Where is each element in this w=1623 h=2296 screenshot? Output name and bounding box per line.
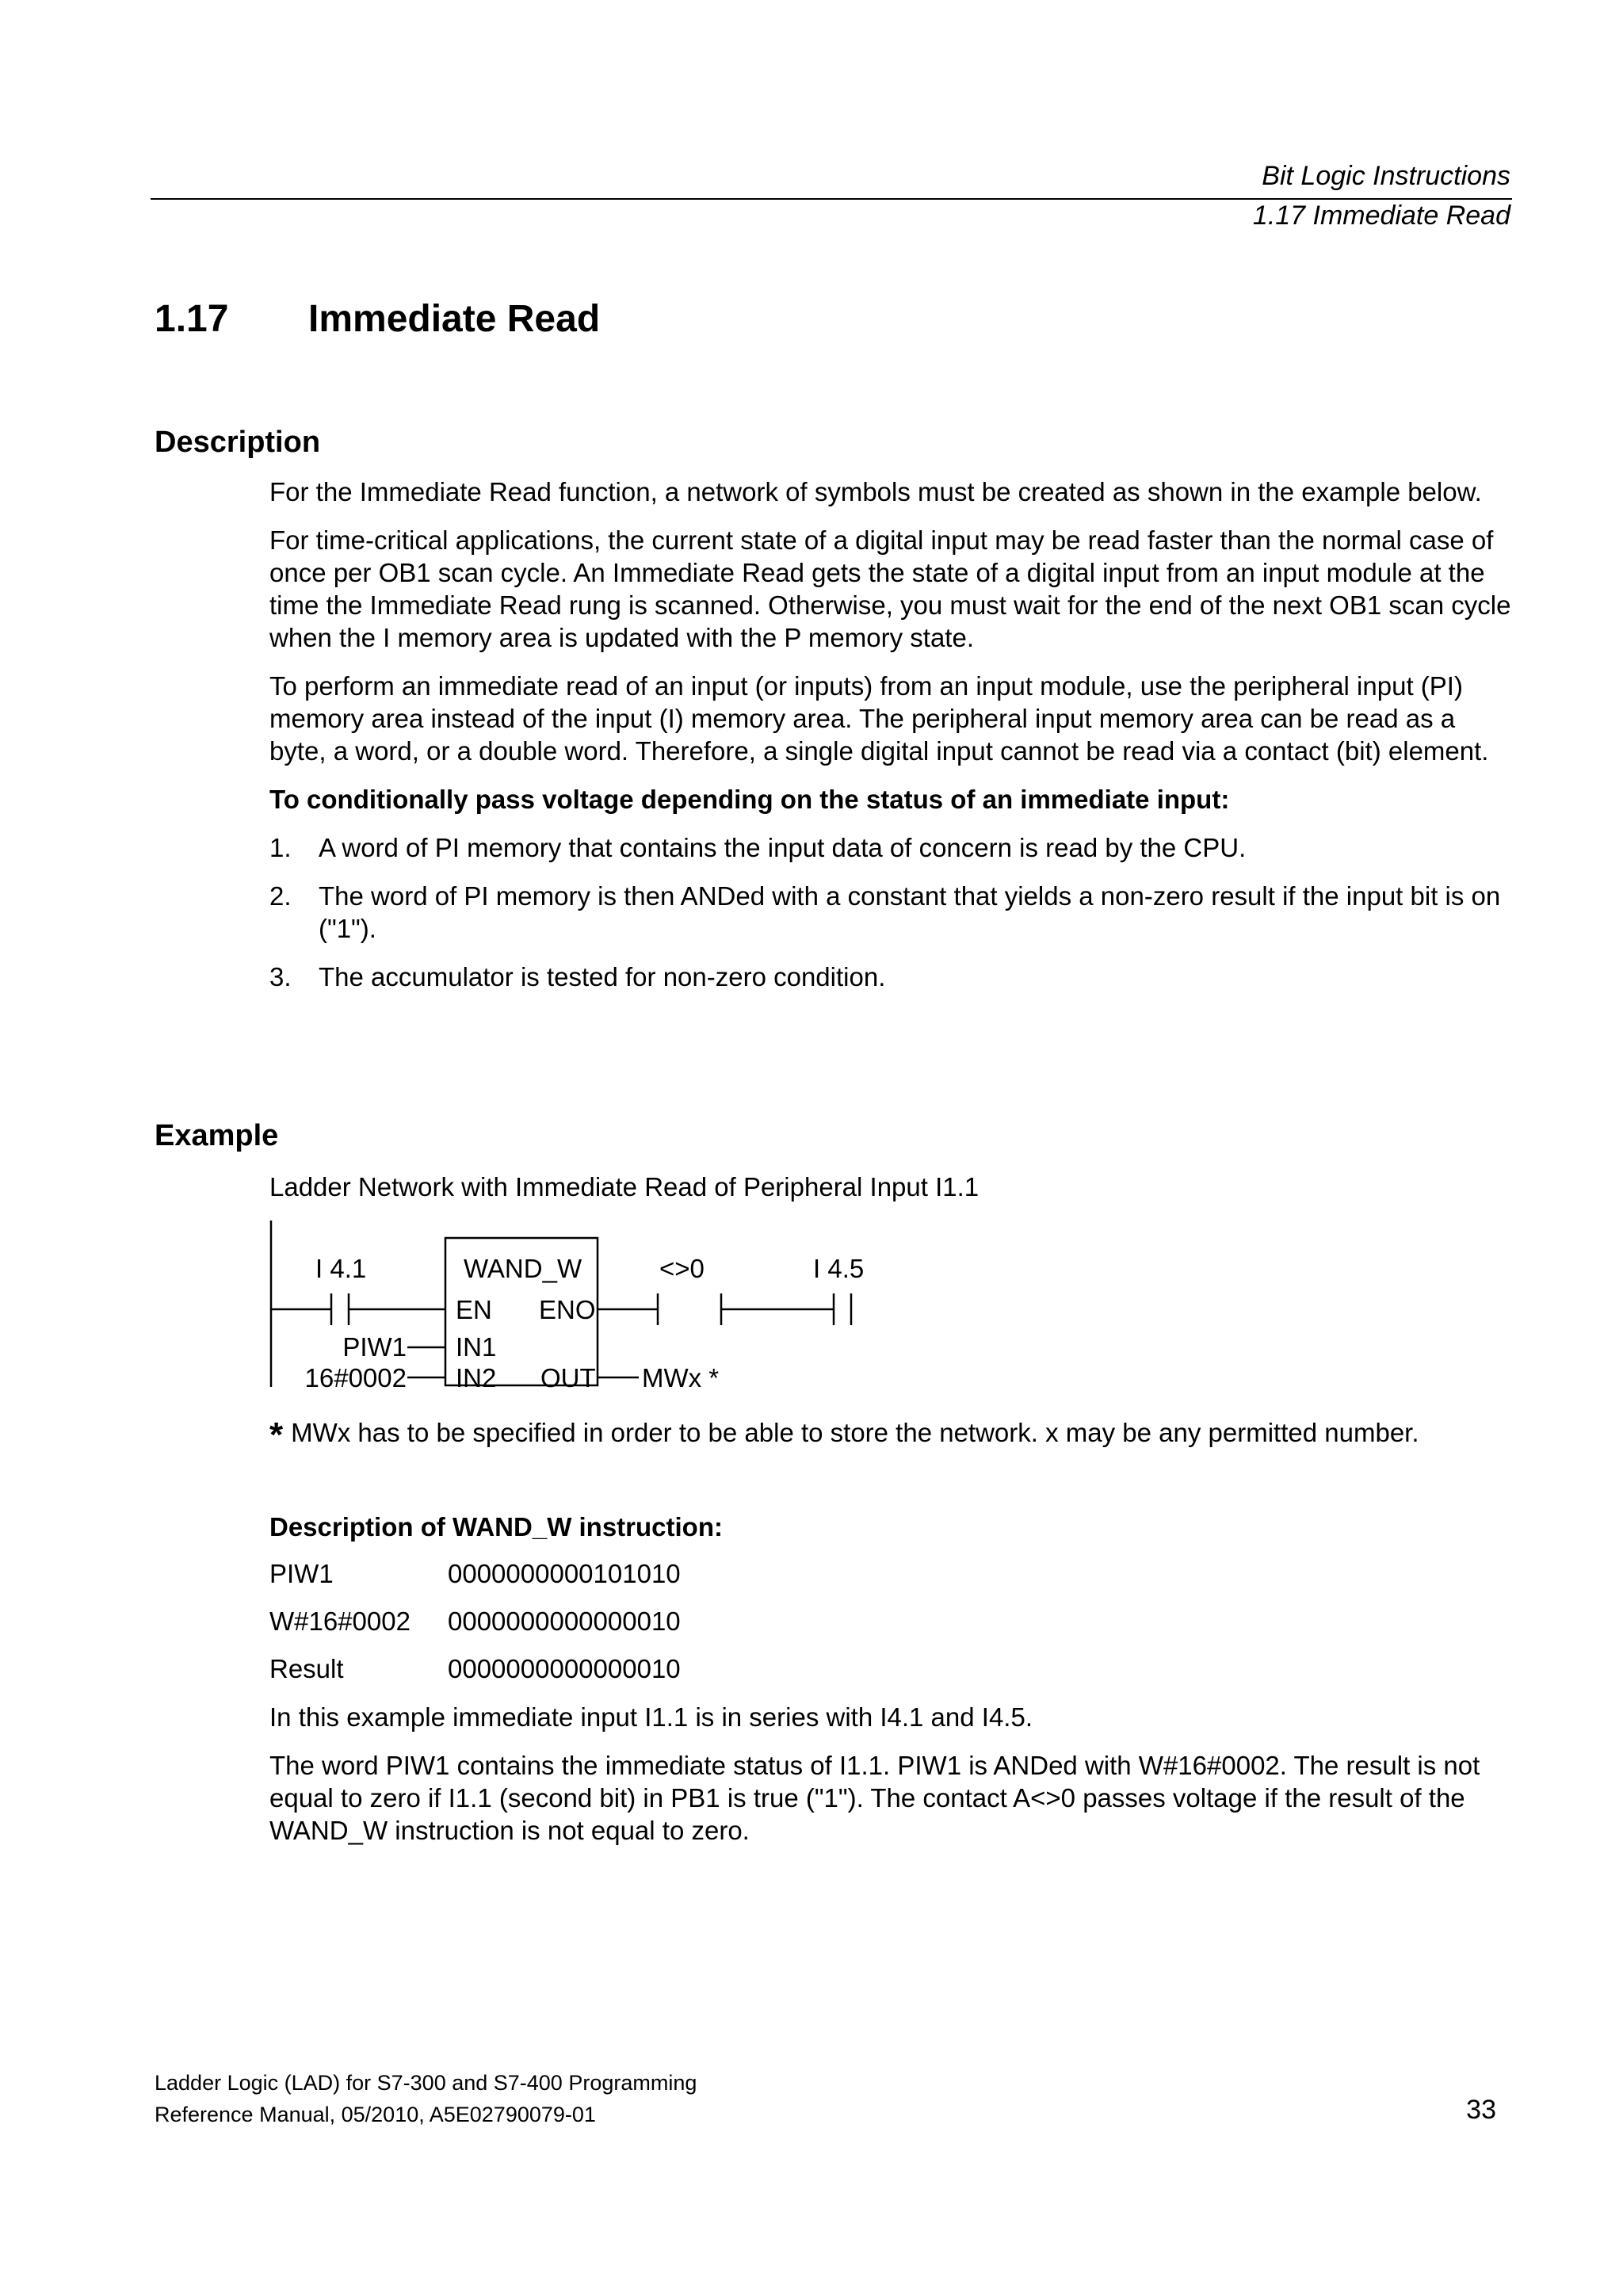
footer-reference: Reference Manual, 05/2010, A5E02790079-01 <box>155 2103 596 2126</box>
running-header-section: 1.17 Immediate Read <box>1252 201 1510 231</box>
description-paragraph: For the Immediate Read function, a network of symbols must be created as shown in the example below. <box>269 477 1482 506</box>
footnote-marker: * <box>269 1415 284 1454</box>
bit-value: 0000000000101010 <box>448 1559 681 1588</box>
example-heading: Example <box>155 1119 279 1152</box>
section-number: 1.17 <box>155 298 229 340</box>
ladder-diagram <box>262 1221 911 1395</box>
contact-i45-label: I 4.5 <box>813 1254 865 1283</box>
procedure-steps <box>269 831 1514 993</box>
page-number: 33 <box>1466 2095 1496 2125</box>
example-paragraph: The word PIW1 contains the immediate status of I1.1. PIW1 is ANDed with W#16#0002. The result is not equal to zero if I1.1 (second bit) in PB1 is true ("1"). The contact A<>0 passes voltage if the result of the WAND_W instruction is not equal to zero. <box>269 1751 1480 1845</box>
example-paragraph: In this example immediate input I1.1 is in series with I4.1 and I4.5. <box>269 1702 1033 1732</box>
bit-table <box>269 1557 1514 1685</box>
bit-label: Result <box>269 1654 344 1683</box>
example-caption: Ladder Network with Immediate Read of Peripheral Input I1.1 <box>269 1172 980 1201</box>
wand-heading: Description of WAND_W instruction: <box>269 1512 723 1541</box>
running-header-chapter: Bit Logic Instructions <box>1262 161 1510 191</box>
bit-label: PIW1 <box>269 1559 334 1588</box>
description-body <box>269 476 1514 1009</box>
bit-label: W#16#0002 <box>269 1606 411 1636</box>
procedure-heading: To conditionally pass voltage depending on the status of an immediate input: <box>269 785 1230 814</box>
description-heading: Description <box>155 426 321 459</box>
box-en: EN <box>456 1295 492 1324</box>
in1-operand: PIW1 <box>342 1332 407 1362</box>
box-eno: ENO <box>539 1295 596 1324</box>
description-paragraph: To perform an immediate read of an input (or inputs) from an input module, use the peripheral input (PI) memory area instead of the input (I) memory area. The peripheral input memory area can be read as a byte, a word, or a double word. Therefore, a single digital input cannot be read via a contact (bit) element. <box>269 671 1489 766</box>
compare-label: <>0 <box>659 1254 705 1283</box>
box-name: WAND_W <box>464 1254 582 1283</box>
list-item: 3. The accumulator is tested for non-zero condition. <box>269 962 886 991</box>
footnote <box>269 1411 1419 1454</box>
list-item: 1. A word of PI memory that contains the input data of concern is read by the CPU. <box>269 833 1247 862</box>
footnote-text: MWx has to be specified in order to be able to store the network. x may be any permitted number. <box>291 1418 1419 1447</box>
section-title <box>155 297 600 341</box>
bit-value: 0000000000000010 <box>448 1654 681 1683</box>
description-paragraph: For time-critical applications, the current state of a digital input may be read faster than the normal case of once per OB1 scan cycle. An Immediate Read gets the state of a digital input from an input module at the time the Immediate Read rung is scanned. Otherwise, you must wait for the end of the next OB1 scan cycle when the I memory area is updated with the P memory state. <box>269 525 1511 652</box>
in2-operand: 16#0002 <box>304 1363 407 1392</box>
box-in2: IN2 <box>456 1363 497 1392</box>
contact-i41-label: I 4.1 <box>315 1254 367 1283</box>
footer-title: Ladder Logic (LAD) for S7-300 and S7-400 Programming <box>155 2071 697 2095</box>
bit-value: 0000000000000010 <box>448 1606 681 1636</box>
box-in1: IN1 <box>456 1332 497 1362</box>
out-operand: MWx * <box>642 1363 720 1392</box>
section-title-text: Immediate Read <box>308 298 601 340</box>
list-item: 2. The word of PI memory is then ANDed with a constant that yields a non-zero result if the input bit is on ("1"). <box>269 881 1501 943</box>
box-out: OUT <box>540 1363 596 1392</box>
wand-description <box>269 1511 1514 1862</box>
